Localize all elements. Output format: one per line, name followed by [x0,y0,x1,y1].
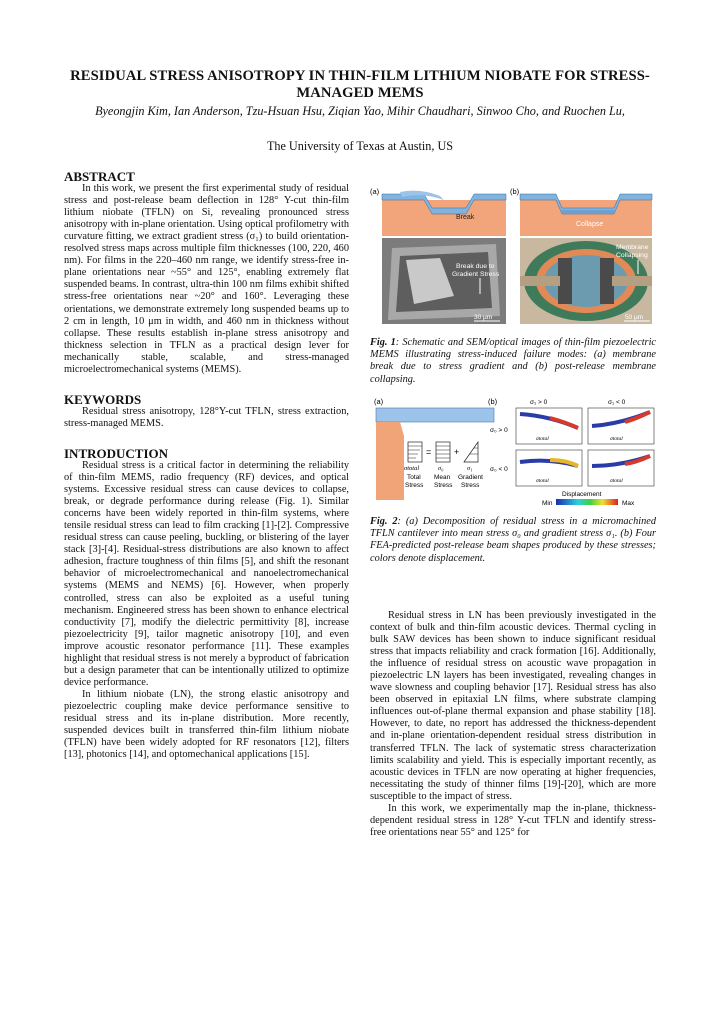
paper-authors: Byeongjin Kim, Ian Anderson, Tzu-Hsuan Hsu, Ziqian Yao, Mihir Chaudhari, Sinwoo Cho, and Ruochen Lu, [95,104,625,118]
figure-1-graphic [370,186,656,328]
intro-paragraph-4: In this work, we experimentally map the in-plane, thickness-dependent residual stress in 128° Y-cut TFLN and identify stress-free orientations near 55° and 125° for [370,802,656,838]
fig2b-panel-3 [516,450,582,486]
fig2a-anchor [376,422,404,500]
fig2b-s1-pos: σ₁ > 0 [530,399,548,406]
fig2b-panel-1 [516,408,582,444]
fig1a-break-due-label: Break due to [456,263,495,270]
fig2-caption-text: : (a) Decomposition of residual stress in a micromachined TFLN cantilever into mean stress σ₀ and gradient stress σ₁. (b) Four FEA-predicted post-release beam shapes produced by these stresses; colors denote displacement. [370,516,656,564]
fig1b-label: (b) [510,187,520,196]
figure-1 [370,186,656,328]
left-column [64,171,349,761]
fig2a-mean-stress-label: Stress [434,482,453,489]
fig2b-p3-total: σtotal [536,478,549,484]
fig2b-displacement-label: Displacement [562,491,602,498]
fig2-caption-label: Fig. 2 [370,516,398,527]
fig1-caption-label: Fig. 1 [370,337,396,348]
fig1b-right-electrode [600,258,614,304]
fig2a-total-stress-box [408,442,422,462]
paper-affiliation: The University of Texas at Austin, US [266,139,454,153]
abstract-heading: ABSTRACT [64,169,135,184]
fig2a-cantilever [376,408,494,422]
keywords-heading: KEYWORDS [64,391,142,407]
fig1-caption-text: : Schematic and SEM/optical images of thin-film piezoelectric MEMS illustrating stress-induced failure modes: (a) membrane break due to stress gradient and (b) post-release membrane collapsing. [370,337,656,385]
fig2a-mean-label: Mean [434,474,451,481]
fig1a-scale-bar: 30 μm [474,314,493,321]
figure-2-graphic [370,396,660,512]
intro-paragraph-3: Residual stress in LN has been previously investigated in the context of bulk and thin-film acoustic devices. Thermal cycling in bulk SAW devices has been shown to induce significant residual stress that impacts reliability and crack formation [16]. Additionally, the influence of residual stress on acoustic wave propagation in piezoelectric LN layers has been investigated, revealing changes in wave slowness and coupling behavior [17]. Residual stress has also been observed in epitaxial LN films, where substrate clamping influences out-of-plane thermal expansion and phase stability [18]. However, to date, no report has addressed the thickness-dependent and in-plane orientation-dependent residual stress distribution in transferred TFLN. The lack of systematic stress characterization limits scalability and yield. This is especially important recently, as acoustic devices in TFLN are now operating at higher frequencies, necessitating the study of thinner films [19]-[20], which are more susceptible to the impact of stress. [370,610,656,802]
paper-title: RESIDUAL STRESS ANISOTROPY IN THIN-FILM LITHIUM NIOBATE FOR STRESS-MANAGED MEMS [70,68,650,101]
fig1a-gradient-stress-label: Gradient Stress [452,271,500,278]
fig2b-panel-2 [588,408,654,444]
fig2b-min-label: Min [542,500,553,507]
fig2a-sym-0: σ₀ [438,465,444,472]
fig2b-max-label: Max [622,500,635,507]
fig1b-right-bus [612,276,652,286]
fig2a-sym-1: σ₁ [467,465,473,472]
figure-2 [370,396,660,512]
fig2b-label: (b) [488,397,498,406]
fig1a-label: (a) [370,187,380,196]
figure-1-caption [370,337,656,386]
fig2b-s0-pos: σ₀ > 0 [490,427,508,434]
right-column [370,610,656,839]
fig2b-panel-4 [588,450,654,486]
fig2a-sym-total: σtotal [404,465,420,472]
intro-paragraph-1: Residual stress is a critical factor in determining the reliability of thin-film MEMS, radio frequency (RF) devices, and optical systems. Excessive residual stress can cause devices to collapse, break, or degrade performance during release (Fig. 1). Similar concerns have been widely reported in thin-film systems, where tensile residual stress can lead to film cracking [1]-[2]. Compressive residual stress can cause peeling, buckling, or blistering of the layer stack [3]-[4]. Residual-stress distributions are also known to affect adhesion, fracture toughness of thin films [5], and shift the resonant behavior of microelectromechanical and nanoelectromechanical systems (MEMS and NEMS) [6]. However, when properly controlled, stress can also be exploited as a useful tuning mechanism. Engineered stress has been shown to enhance electrical conductivity [7], modify the dielectric permittivity [8], increase piezoelectricity [9], tailor magnetic anisotropy [10], and even improve acoustic resonator performance [11]. These examples highlight that residual stress is not merely a byproduct of fabrication but a design parameter that can be intentionally utilized to optimize device performance. [64,459,349,688]
fig2a-mean-stress-box [436,442,450,462]
abstract-text: In this work, we present the first experimental study of residual stress and post-release beam deflection in 128° Y-cut thin-film lithium niobate (TFLN) on Si, revealing pronounced stress anisotropy with in-plane orientation. Using optical profilometry with curvature fitting, we extract gradient stress (σ₁) to build orientation-resolved stress maps across multiple film thicknesses (100, 220, 460 nm). For films in the 220–460 nm range, we identify stress-free in-plane orientations near ~55° and 125°, enabling extremely flat suspended beams. In contrast, ultra-thin 100 nm films exhibit shifted stress-free orientations near ~20° and 160°. Leveraging these orientations, we demonstrate extremely long suspended beams up to 2 cm in length, 10 μm in width, and 460 nm in thickness without collapse. These results establish in-plane stress anisotropy and thickness selection in TFLN as a practical design lever for mechanically stable, scalable, and stress-managed microelectromechanical systems (MEMS). [64,183,349,375]
fig2b-p1-total: σtotal [536,436,549,442]
fig2b-p4-total: σtotal [610,478,623,484]
fig1b-collapse-label: Collapse [576,221,604,228]
keywords-text: Residual stress anisotropy, 128°Y-cut TFLN, stress extraction, stress-managed MEMS. [64,405,349,429]
fig2a-label: (a) [374,397,384,406]
fig1b-left-electrode [558,258,572,304]
fig1b-substrate [520,200,652,236]
introduction-heading: INTRODUCTION [64,445,169,461]
fig2a-plus: + [454,447,460,457]
fig2a-equals: = [426,447,432,457]
intro-paragraph-2: In lithium niobate (LN), the strong elastic anisotropy and piezoelectric coupling make device performance sensitive to residual stress and its in-plane distribution. More recently, suspended devices built in transferred thin-film lithium niobate (TFLN) have been widely adopted for RF resonators [12], filters [13], photonics [14], and optomechanical applications [15]. [64,688,349,761]
fig1b-left-bus [520,276,560,286]
fig2b-colorbar [556,499,618,505]
fig1b-collapsed-membrane [562,210,614,214]
fig2b-p2-total: σtotal [610,436,623,442]
fig2a-gradient-stress-box [464,442,478,462]
fig1b-scale-bar: 50 μm [625,314,644,321]
fig1a-break-label: Break [456,214,475,221]
fig2b-s1-neg: σ₁ < 0 [608,399,626,406]
fig2a-total-stress-label: Stress [405,482,424,489]
fig1b-membrane-label: Membrane [616,244,649,251]
fig1a-substrate [382,200,506,236]
fig1b-collapsing-label: Collapsing [616,252,648,259]
fig2b-s0-neg: σ₀ < 0 [490,466,508,473]
figure-2-caption [370,516,656,565]
fig2a-gradient-stress-label: Stress [461,482,480,489]
fig2a-gradient-label: Gradient [458,474,483,481]
fig2a-total-label: Total [407,474,421,481]
